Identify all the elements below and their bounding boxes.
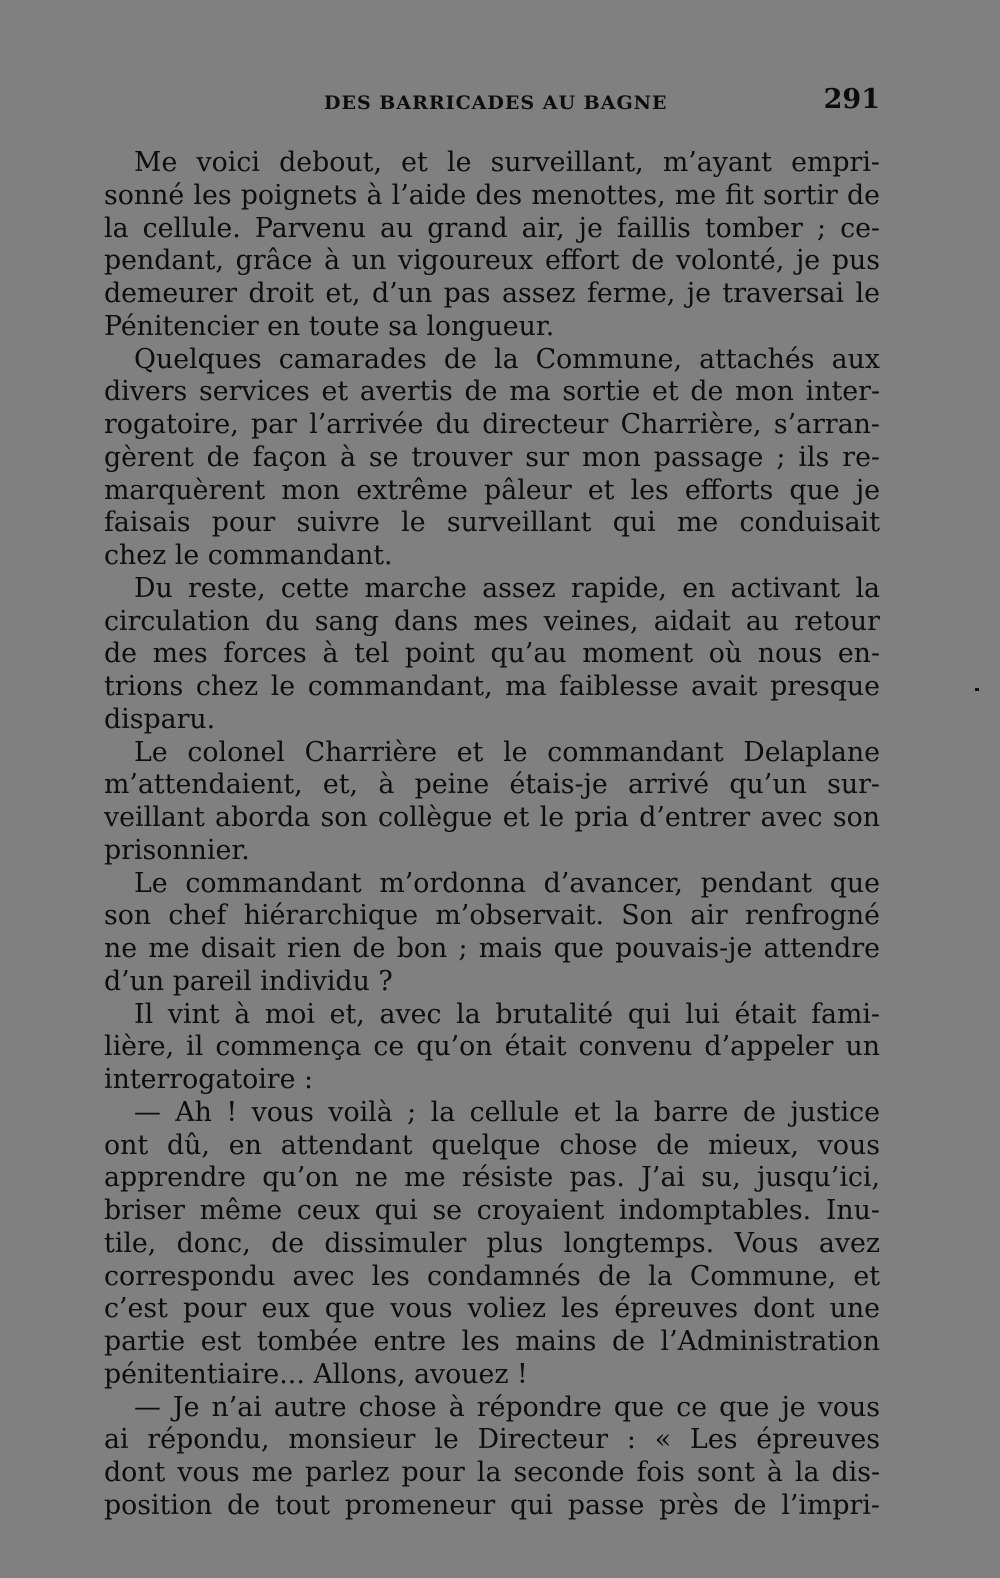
text-line: Quelques camarades de la Commune, attachés aux bbox=[134, 343, 880, 375]
text-line: pénitentiaire... Allons, avouez ! bbox=[104, 1358, 528, 1390]
text-line: de mes forces à tel point qu’au moment où nous en- bbox=[104, 638, 880, 670]
text-line: apprendre qu’on ne me résiste pas. J’ai su, jusqu’ici, bbox=[104, 1162, 880, 1194]
text-line: d’un pareil individu ? bbox=[104, 965, 393, 997]
text-line: tile, donc, de dissimuler plus longtemps. Vous avez bbox=[104, 1227, 880, 1259]
running-title: DES BARRICADES AU BAGNE bbox=[324, 92, 668, 114]
text-line: trions chez le commandant, ma faiblesse avait presque bbox=[104, 671, 880, 702]
text-line: dont vous me parlez pour la seconde fois sont à la dis- bbox=[104, 1457, 880, 1488]
text-line: correspondu avec les condamnés de la Commune, et bbox=[104, 1260, 880, 1292]
text-line: disparu. bbox=[104, 703, 216, 735]
text-line: — Je n’ai autre chose à répondre que ce que je vous bbox=[134, 1391, 880, 1423]
text-line: Du reste, cette marche assez rapide, en activant la bbox=[134, 572, 880, 604]
text-line: circulation du sang dans mes veines, aidait au retour bbox=[104, 605, 880, 637]
text-line: sonné les poignets à l’aide des menottes, me fit sortir de bbox=[104, 179, 880, 211]
text-line: m’attendaient, et, à peine étais-je arrivé qu’un sur- bbox=[104, 769, 880, 801]
text-line: interrogatoire : bbox=[104, 1064, 314, 1095]
text-line: Le colonel Charrière et le commandant Delaplane bbox=[134, 736, 880, 768]
text-line: ont dû, en attendant quelque chose de mieux, vous bbox=[104, 1129, 880, 1161]
text-line: gèrent de façon à se trouver sur mon passage ; ils re- bbox=[104, 441, 880, 473]
text-line: veillant aborda son collègue et le pria d’entrer avec son bbox=[104, 802, 880, 833]
text-line: chez le commandant. bbox=[104, 540, 393, 571]
text-line: — Ah ! vous voilà ; la cellule et la barre de justice bbox=[134, 1096, 880, 1128]
text-line: partie est tombée entre les mains de l’Administration bbox=[104, 1326, 880, 1357]
running-header bbox=[104, 86, 880, 118]
text-line: marquèrent mon extrême pâleur et les efforts que je bbox=[104, 474, 880, 506]
text-line: Pénitencier en toute sa longueur. bbox=[104, 310, 555, 342]
text-line: son chef hiérarchique m’observait. Son air renfrogné bbox=[104, 900, 880, 932]
text-line: lière, il commença ce qu’on était convenu d’appeler un bbox=[104, 1031, 880, 1063]
text-line: ne me disait rien de bon ; mais que pouvais-je attendre bbox=[104, 933, 880, 964]
text-line: Il vint à moi et, avec la brutalité qui lui était fami- bbox=[134, 998, 880, 1030]
text-line: position de tout promeneur qui passe près de l’impri- bbox=[104, 1489, 880, 1521]
body-text bbox=[104, 147, 880, 1523]
text-line: Le commandant m’ordonna d’avancer, pendant que bbox=[134, 867, 880, 899]
text-line: ai répondu, monsieur le Directeur : « Les épreuves bbox=[104, 1424, 880, 1456]
text-line: c’est pour eux que vous voliez les épreuves dont une bbox=[104, 1293, 880, 1325]
print-speck bbox=[975, 688, 979, 691]
text-line: la cellule. Parvenu au grand air, je faillis tomber ; ce- bbox=[104, 212, 880, 244]
text-line: pendant, grâce à un vigoureux effort de volonté, je pus bbox=[104, 245, 880, 277]
text-line: rogatoire, par l’arrivée du directeur Charrière, s’arran- bbox=[104, 409, 880, 440]
text-line: prisonnier. bbox=[104, 834, 250, 866]
text-line: faisais pour suivre le surveillant qui me conduisait bbox=[104, 507, 880, 539]
text-line: divers services et avertis de ma sortie et de mon inter- bbox=[104, 376, 880, 408]
page-number: 291 bbox=[823, 84, 880, 115]
text-line: Me voici debout, et le surveillant, m’ayant empri- bbox=[134, 147, 880, 178]
text-line: demeurer droit et, d’un pas assez ferme, je traversai le bbox=[104, 278, 880, 309]
text-line: briser même ceux qui se croyaient indomptables. Inu- bbox=[104, 1195, 880, 1226]
